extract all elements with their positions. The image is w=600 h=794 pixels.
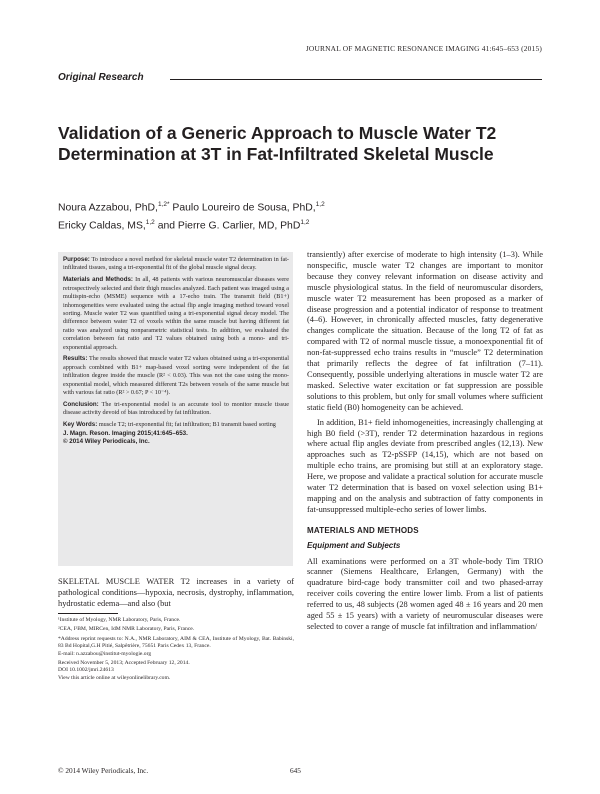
abstract-results	[63, 355, 289, 397]
abstract-keywords	[63, 421, 289, 429]
footnote-doi: DOI 10.1002/jmri.24613	[58, 667, 114, 674]
section-label: Original Research	[58, 72, 144, 83]
footnote-affiliation: ²CEA, I²BM, MIRCen, IdM NMR Laboratory, Paris, France.	[58, 626, 195, 633]
footer-copyright: © 2014 Wiley Periodicals, Inc.	[58, 766, 149, 775]
intro-paragraph	[58, 576, 294, 609]
abstract-purpose	[63, 256, 289, 273]
abstract-text: muscle T2; tri-exponential fit; fat infiltration; B1 transmit based sorting	[97, 421, 276, 429]
author-affiliation: 1,2	[315, 201, 325, 208]
footnotes	[58, 617, 294, 682]
author-affiliation: 1,2	[300, 218, 310, 226]
author-name: Noura Azzabou, PhD,	[58, 202, 158, 214]
author-affiliation: 1,2	[145, 218, 155, 226]
abstract-label: Key Words:	[63, 421, 98, 429]
footnote-address: *Address reprint requests to: N.A., NMR Laboratory, AIM & CEA, Institute of Myology, Bat. Babinski, 83 Bd Hopital,G.H Pitié, Salpêtrière, 75651 Paris Cedex 13, France.	[58, 635, 294, 650]
author-name: Paulo Loureiro de Sousa, PhD,	[169, 202, 316, 214]
abstract-label: Conclusion:	[63, 401, 99, 408]
section-divider	[170, 79, 542, 80]
footnote-online: View this article online at wileyonlinelibrary.com.	[58, 674, 171, 681]
author-name: and Pierre G. Carlier, MD, PhD	[154, 220, 301, 232]
footnote-divider	[58, 613, 118, 614]
intro-text: increases in a variety of pathological conditions—hypoxia, necrosis, dystrophy, inflammation, hydrostatic edema—and also (but	[58, 577, 295, 608]
footnote-dates: Received November 5, 2013; Accepted February 12, 2014.	[58, 660, 190, 667]
body-paragraph: transiently) after exercise of moderate to high intensity (1–3). While nonspecific, muscle water T2 changes are important to monitor because they convey relevant information on disease activity and muscle physiological status. In the field of neuromuscular disorders, muscle water T2 measurement has been proposed as a marker of disease progression and a potential indicator of response to treatment (4–6). However, in chronically affected muscles, fatty degenerative changes complicate the situation. Because of the long T2 of fat as compared with T2 of normal muscle tissue, a monoexponential fit of non-fat-suppressed echo trains results in “muscle” T2 determination that primarily reflects the degree of fat infiltration (7–11). Consequently, possible underlying alterations in muscle water T2 are masked. Selective water excitation or fat suppression are possible solutions to this problem, but only for small volumes where sufficient static field (B0) homogeneity can be achieved.	[307, 250, 543, 412]
body-paragraph: All examinations were performed on a 3T whole-body Tim TRIO scanner (Siemens Healthcare, Erlangen, Germany) with the quadrature bird-cage body transmitter coil and two phased-array receiver coils covering the entire lower limb. From a list of patients referred to us, 48 subjects (28 women aged 48 ± 16 years and 20 men aged 55 ± 15 years) with a variety of neuromuscular diseases were selected to cover a range of muscle fat infiltration and inflammation/	[307, 556, 543, 631]
journal-reference: JOURNAL OF MAGNETIC RESONANCE IMAGING 41:645–653 (2015)	[305, 44, 542, 53]
article-title: Validation of a Generic Approach to Muscle Water T2 Determination at 3T in Fat-Infiltrated Skeletal Muscle	[58, 123, 497, 164]
abstract	[63, 256, 289, 447]
citation: J. Magn. Reson. Imaging 2015;41:645–653.	[63, 429, 188, 437]
abstract-methods	[63, 276, 289, 352]
abstract-text: To introduce a novel method for skeletal muscle water T2 determination in fat-infiltrated tissues, using a tri-exponential fit of the global muscle signal decay.	[63, 256, 289, 272]
methods-heading: MATERIALS AND METHODS	[307, 525, 419, 535]
abstract-conclusion	[63, 401, 289, 418]
abstract-text: The results showed that muscle water T2 values obtained using a tri-exponential approach combined with B1+ map-based voxel sorting were independent of the fat infiltration degree inside the muscle (R² < 0.03). This was not the case using the mono-exponential model, which measured different T2s between voxels of the same muscle but with various fat ratio (R² > 0.67; P < 10⁻⁴).	[63, 355, 289, 397]
abstract-label: Materials and Methods:	[63, 276, 133, 284]
body-paragraph: In addition, B1+ field inhomogeneities, increasingly challenging at high B0 field (>3T), render T2 determination hazardous in regions where actual flip angles deviate from prescribed angles (12,13). New approaches such as T2-pSSFP (14,15), which are not based on multiple echo trains, are promising but still at an exploratory stage. Here, we propose and validate a practical solution for accurate muscle water T2 determination that is based on voxel selection using B1+ mapping and on the analysis and subtraction of fatty components in fat-unsuppressed multiple-echo series of lower limbs.	[307, 417, 543, 514]
author-name: Ericky Caldas, MS,	[58, 220, 146, 232]
page-number: 645	[290, 766, 301, 775]
abstract-text: The tri-exponential model is an accurate tool to monitor muscle tissue disease activity devoid of bias introduced by fat infiltration.	[63, 401, 289, 417]
right-column	[307, 250, 543, 637]
author-list	[58, 198, 478, 234]
intro-caps: SKELETAL MUSCLE WATER T2	[58, 577, 190, 586]
abstract-copyright: © 2014 Wiley Periodicals, Inc.	[63, 438, 150, 446]
subsection-heading: Equipment and Subjects	[307, 540, 401, 550]
abstract-label: Purpose:	[63, 256, 90, 263]
abstract-label: Results:	[63, 355, 88, 363]
abstract-text: In all, 48 patients with various neuromuscular diseases were retrospectively selected and their thigh muscles analyzed. Each patient was imaged using a multispin-echo (MSME) sequence with a 17-echo train. The transmit field (B1+) inhomogeneities were evaluated using the actual flip angle imaging method toward voxel sorting. Muscle water T2 was quantified using a tri-exponential signal decay model. The difference between water T2 of voxels within the same muscle but having different fat ratio was analyzed using nonparametric statistical tests. In addition, we evaluated the correlation between fat ratio and T2 values obtained using both a mono- and tri-exponential approach.	[63, 276, 289, 351]
footnote-affiliation: ¹Institute of Myology, NMR Laboratory, Paris, France.	[58, 617, 181, 623]
author-affiliation: 1,2*	[157, 201, 170, 208]
footnote-email: E-mail: n.azzabou@institut-myologie.org	[58, 650, 152, 657]
